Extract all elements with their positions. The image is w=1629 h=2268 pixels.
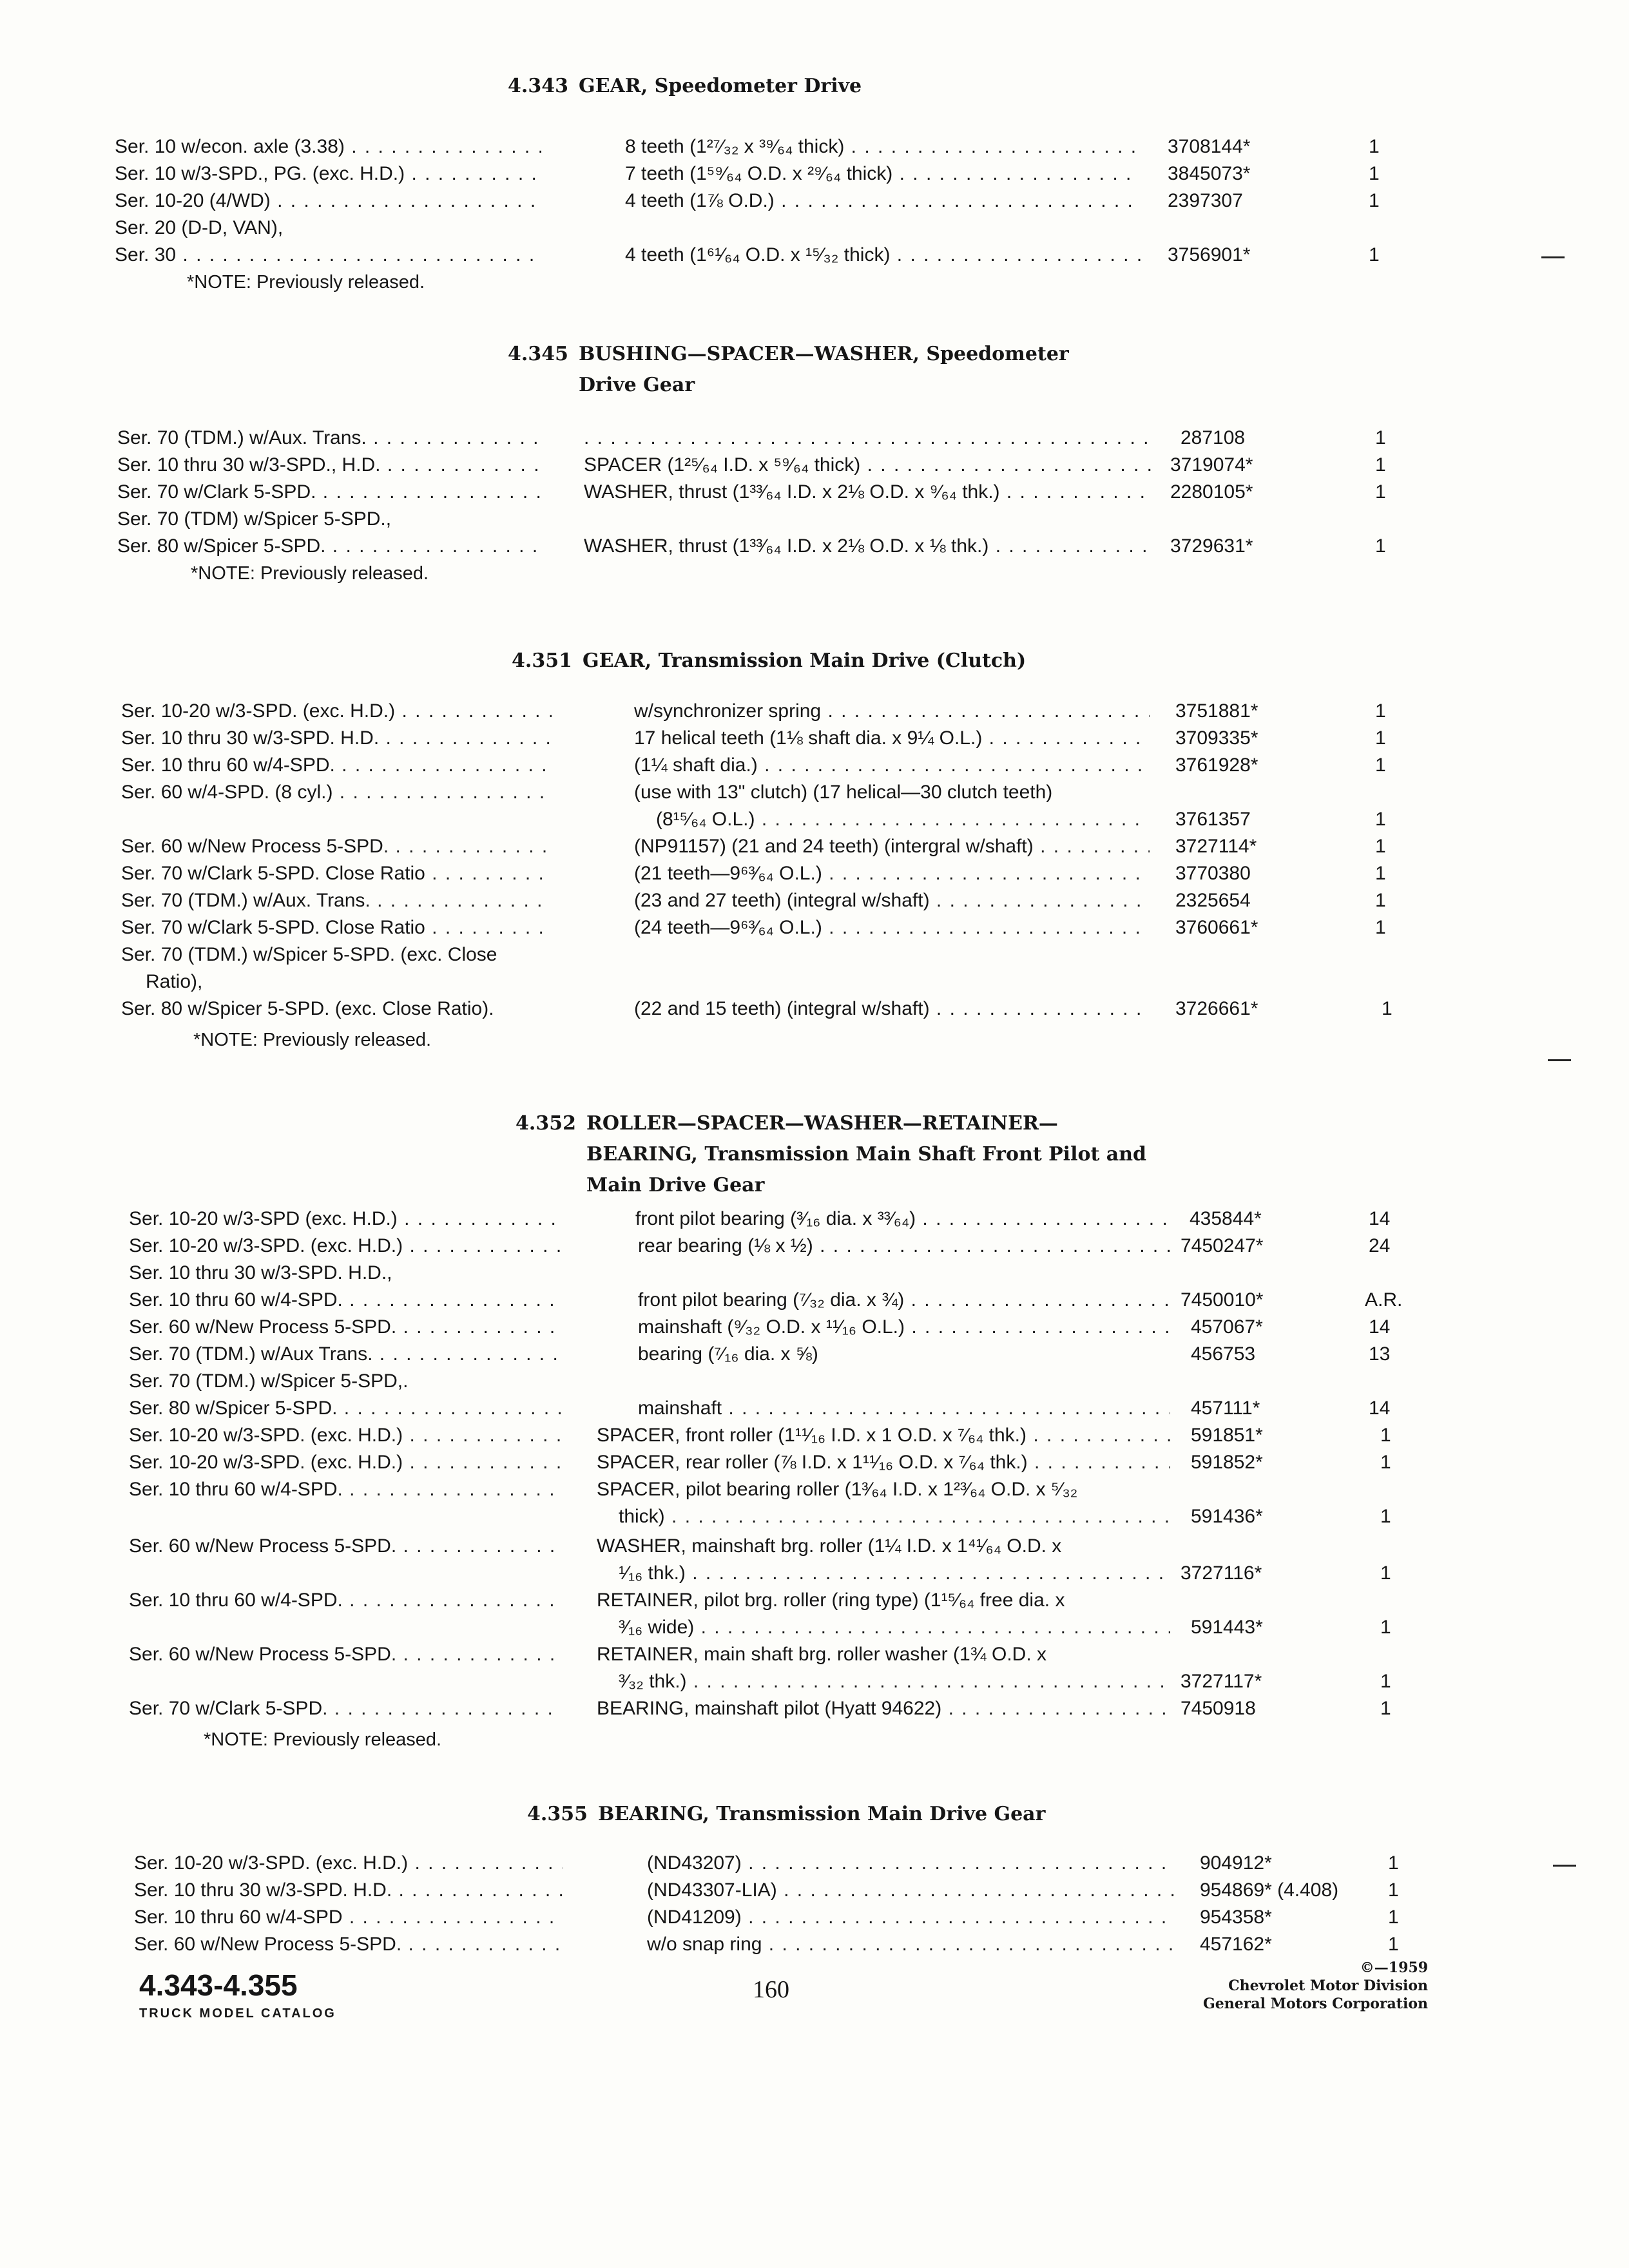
- series-label: Ser. 60 w/New Process 5-SPD. . . .: [129, 1640, 561, 1669]
- part-description: [584, 424, 1151, 452]
- part-number: 3727117*: [1177, 1667, 1262, 1696]
- part-description: (ND41209) . . .: [647, 1903, 1175, 1932]
- series-label: Ser. 10 thru 30 w/3-SPD. H.D.,: [129, 1262, 392, 1283]
- section-number: 4.351: [512, 649, 572, 672]
- series-label: Ser. 10-20 w/3-SPD. (exc. H.D.) . . .: [121, 697, 552, 726]
- quantity: 1: [1375, 727, 1386, 749]
- series-label: Ser. 70 w/Clark 5-SPD. . . .: [117, 478, 544, 506]
- part-number: 954869* (4.408): [1196, 1876, 1338, 1905]
- note-text: *NOTE: Previously released.: [187, 272, 425, 293]
- series-label: Ser. 70 (TDM.) w/Aux Trans. . . .: [129, 1340, 561, 1369]
- part-number: 7450010*: [1177, 1286, 1263, 1314]
- part-number: 3727116*: [1177, 1559, 1262, 1588]
- part-description: (ND43207) . . .: [647, 1849, 1175, 1878]
- part-description: 17 helical teeth (1⅛ shaft dia. x 9¼ O.L.) . . .: [634, 724, 1150, 753]
- part-number: 591443*: [1187, 1613, 1263, 1642]
- series-label: Ser. 70 (TDM.) w/Aux. Trans. . . .: [121, 887, 552, 915]
- quantity: 1: [1369, 163, 1380, 184]
- section-title: GEAR, Transmission Main Drive (Clutch): [583, 649, 1027, 672]
- part-description: SPACER, rear roller (⅞ I.D. x 1¹¹⁄₁₆ O.D. x ⁷⁄₆₄ thk.) . . .: [597, 1448, 1170, 1477]
- quantity: 1: [1375, 809, 1386, 830]
- section-title: ROLLER—SPACER—WASHER—RETAINER—BEARING, Transmission Main Shaft Front Pilot and Main Drive Gear: [586, 1112, 1147, 1196]
- part-number: 456753: [1187, 1340, 1255, 1369]
- part-number: 2280105*: [1166, 478, 1253, 506]
- quantity: 1: [1369, 190, 1380, 211]
- quantity: 1: [1375, 427, 1386, 448]
- part-description: mainshaft . . .: [638, 1394, 1170, 1423]
- quantity: 1: [1375, 535, 1386, 557]
- section-title: BUSHING—SPACER—WASHER, Speedometer Drive Gear: [579, 343, 1069, 396]
- part-number: 2397307: [1164, 187, 1243, 215]
- series-label: Ser. 60 w/New Process 5-SPD. . . .: [129, 1313, 561, 1341]
- quantity: 1: [1380, 1671, 1391, 1692]
- series-label: Ser. 80 w/Spicer 5-SPD. (exc. Close Ratio).: [121, 998, 494, 1019]
- part-description: front pilot bearing (³⁄₁₆ dia. x ³³⁄₆₄) . . .: [635, 1205, 1170, 1233]
- part-description: w/o snap ring . . .: [647, 1930, 1175, 1959]
- part-description: (24 teeth—9⁶³⁄₆₄ O.L.) . . .: [634, 914, 1150, 942]
- quantity: 1: [1380, 1425, 1391, 1446]
- note-text: *NOTE: Previously released.: [193, 1030, 432, 1050]
- part-number: 3756901*: [1164, 241, 1250, 269]
- part-description: (22 and 15 teeth) (integral w/shaft) . . .: [634, 995, 1150, 1023]
- series-label: Ser. 10-20 w/3-SPD. (exc. H.D.) . . .: [134, 1849, 563, 1878]
- part-description: rear bearing (⅛ x ½) . . .: [638, 1232, 1170, 1260]
- part-description: 4 teeth (1⁶¹⁄₆₄ O.D. x ¹⁵⁄₃₂ thick) . . .: [625, 241, 1141, 269]
- part-number: 457111*: [1187, 1394, 1260, 1423]
- part-number: 904912*: [1196, 1849, 1272, 1878]
- part-description: w/synchronizer spring . . .: [634, 697, 1150, 726]
- series-label: Ser. 10 thru 60 w/4-SPD. . . .: [129, 1475, 561, 1504]
- quantity: 1: [1375, 836, 1386, 857]
- quantity: 1: [1380, 1506, 1391, 1527]
- quantity: 1: [1388, 1879, 1399, 1901]
- margin-mark: [1553, 1865, 1576, 1867]
- part-number: 3719074*: [1166, 451, 1253, 479]
- part-description: front pilot bearing (⁷⁄₃₂ dia. x ¾) . . .: [638, 1286, 1170, 1314]
- quantity: 14: [1369, 1316, 1391, 1338]
- quantity: 1: [1380, 1452, 1391, 1473]
- part-number: 435844*: [1186, 1205, 1262, 1233]
- quantity: 1: [1380, 1698, 1391, 1719]
- part-number: 954358*: [1196, 1903, 1272, 1932]
- series-label: Ser. 70 (TDM.) w/Aux. Trans. . . .: [117, 424, 544, 452]
- quantity: 14: [1369, 1208, 1391, 1229]
- section-number: 4.352: [516, 1112, 576, 1135]
- part-description: 8 teeth (1²⁷⁄₃₂ x ³⁹⁄₆₄ thick) . . .: [625, 133, 1141, 161]
- quantity: 14: [1369, 1398, 1391, 1419]
- part-description: (8¹⁵⁄₆₄ O.L.) . . .: [656, 805, 1150, 834]
- quantity: 1: [1375, 481, 1386, 503]
- margin-mark: [1541, 256, 1565, 258]
- series-label: Ser. 10 thru 60 w/4-SPD . . .: [134, 1903, 563, 1932]
- catalog-label: TRUCK MODEL CATALOG: [139, 2006, 336, 2021]
- part-number: 591436*: [1187, 1503, 1263, 1531]
- series-label: Ser. 80 w/Spicer 5-SPD. . . .: [129, 1394, 561, 1423]
- part-description: 4 teeth (1⅞ O.D.) . . .: [625, 187, 1141, 215]
- quantity: 1: [1375, 890, 1386, 911]
- series-label: Ser. 60 w/New Process 5-SPD. . . .: [129, 1532, 561, 1561]
- section-number: 4.345: [508, 343, 568, 365]
- part-number: 591852*: [1187, 1448, 1263, 1477]
- note-text: *NOTE: Previously released.: [191, 563, 429, 584]
- part-description: 7 teeth (1⁵⁹⁄₆₄ O.D. x ²⁹⁄₆₄ thick) . . .: [625, 160, 1141, 188]
- part-number: 3760661*: [1171, 914, 1258, 942]
- part-description: BEARING, mainshaft pilot (Hyatt 94622) . . .: [597, 1695, 1170, 1723]
- part-description: bearing (⁷⁄₁₆ dia. x ⅝): [638, 1343, 818, 1365]
- part-number: 3761357: [1171, 805, 1251, 834]
- series-label: Ser. 80 w/Spicer 5-SPD. . . .: [117, 532, 544, 561]
- part-description: thick) . . .: [619, 1503, 1170, 1531]
- part-description: (21 teeth—9⁶³⁄₆₄ O.L.) . . .: [634, 860, 1150, 888]
- section-number: 4.343: [508, 75, 568, 97]
- quantity: 1: [1380, 1617, 1391, 1638]
- part-description: ³⁄₁₆ wide) . . .: [619, 1613, 1170, 1642]
- note-text: *NOTE: Previously released.: [204, 1729, 442, 1750]
- part-description: WASHER, thrust (1³³⁄₆₄ I.D. x 2⅛ O.D. x ⅛ thk.) . . .: [584, 532, 1151, 561]
- quantity: 1: [1369, 244, 1380, 265]
- series-label: Ser. 10 thru 30 w/3-SPD. H.D. . . .: [121, 724, 552, 753]
- part-description: ³⁄₃₂ thk.) . . .: [619, 1667, 1170, 1696]
- part-number: 457162*: [1196, 1930, 1272, 1959]
- series-label: Ser. 70 w/Clark 5-SPD. Close Ratio . . .: [121, 914, 552, 942]
- series-label: Ser. 10-20 w/3-SPD (exc. H.D.) . . .: [129, 1205, 561, 1233]
- part-description: RETAINER, pilot brg. roller (ring type) (1¹⁵⁄₆₄ free dia. x: [597, 1590, 1065, 1611]
- part-description: SPACER, pilot bearing roller (1³⁄₆₄ I.D. x 1²³⁄₆₄ O.D. x ⁵⁄₃₂: [597, 1479, 1078, 1500]
- series-label: Ser. 10-20 (4/WD) . . .: [115, 187, 541, 215]
- corporation-name: General Motors Corporation: [1202, 1995, 1428, 2012]
- part-description: WASHER, mainshaft brg. roller (1¼ I.D. x 1⁴¹⁄₆₄ O.D. x: [597, 1535, 1062, 1557]
- copyright-block: [1106, 1959, 1428, 2013]
- part-number: 7450247*: [1177, 1232, 1263, 1260]
- series-label: Ser. 10 thru 30 w/3-SPD. H.D. . . .: [134, 1876, 563, 1905]
- quantity: 1: [1388, 1852, 1399, 1874]
- part-description: SPACER, front roller (1¹¹⁄₁₆ I.D. x 1 O.D. x ⁷⁄₆₄ thk.) . . .: [597, 1421, 1170, 1450]
- part-description: ¹⁄₁₆ thk.) . . .: [619, 1559, 1170, 1588]
- part-description: WASHER, thrust (1³³⁄₆₄ I.D. x 2⅛ O.D. x ⁹⁄₆₄ thk.) . . .: [584, 478, 1151, 506]
- part-description: RETAINER, main shaft brg. roller washer (1¾ O.D. x: [597, 1644, 1046, 1665]
- series-label: Ser. 70 w/Clark 5-SPD. . . .: [129, 1695, 561, 1723]
- part-number: 7450918: [1177, 1695, 1256, 1723]
- copyright-year: ©—1959: [1360, 1959, 1428, 1976]
- series-label: Ser. 10 thru 60 w/4-SPD. . . .: [121, 751, 552, 780]
- series-label: Ratio),: [146, 971, 203, 992]
- quantity: 1: [1382, 998, 1393, 1019]
- page-code: 4.343-4.355: [139, 1968, 298, 2002]
- quantity: 1: [1375, 917, 1386, 938]
- page-number: 160: [753, 1976, 789, 2003]
- quantity: A.R.: [1365, 1289, 1403, 1311]
- series-label: Ser. 60 w/New Process 5-SPD. . . .: [134, 1930, 563, 1959]
- part-number: 3708144*: [1164, 133, 1250, 161]
- section-number: 4.355: [527, 1803, 588, 1825]
- part-description: (23 and 27 teeth) (integral w/shaft) . . .: [634, 887, 1150, 915]
- quantity: 13: [1369, 1343, 1391, 1365]
- series-label: Ser. 10-20 w/3-SPD. (exc. H.D.) . . .: [129, 1448, 561, 1477]
- section-title: GEAR, Speedometer Drive: [579, 75, 862, 97]
- series-label: Ser. 10 thru 30 w/3-SPD., H.D. . . .: [117, 451, 544, 479]
- section-title: BEARING, Transmission Main Drive Gear: [598, 1803, 1046, 1825]
- series-label: Ser. 10 thru 60 w/4-SPD. . . .: [129, 1586, 561, 1615]
- quantity: 1: [1375, 700, 1386, 722]
- series-label: Ser. 10 w/3-SPD., PG. (exc. H.D.) . . .: [115, 160, 541, 188]
- quantity: 1: [1380, 1562, 1391, 1584]
- part-number: 3727114*: [1171, 832, 1257, 861]
- part-number: 2325654: [1171, 887, 1251, 915]
- series-label: Ser. 10-20 w/3-SPD. (exc. H.D.) . . .: [129, 1421, 561, 1450]
- series-label: Ser. 70 (TDM.) w/Spicer 5-SPD. (exc. Close: [121, 944, 497, 965]
- quantity: 1: [1388, 1934, 1399, 1955]
- series-label: Ser. 70 (TDM) w/Spicer 5-SPD.,: [117, 508, 392, 530]
- part-number: 3761928*: [1171, 751, 1258, 780]
- part-number: 457067*: [1187, 1313, 1263, 1341]
- part-number: 287108: [1177, 424, 1245, 452]
- part-number: 591851*: [1187, 1421, 1263, 1450]
- series-label: Ser. 70 (TDM.) w/Spicer 5-SPD,.: [129, 1370, 409, 1392]
- part-number: 3709335*: [1171, 724, 1258, 753]
- part-description: SPACER (1²⁵⁄₆₄ I.D. x ⁵⁹⁄₆₄ thick) . . .: [584, 451, 1151, 479]
- part-description: (use with 13" clutch) (17 helical—30 clutch teeth): [634, 782, 1053, 803]
- series-label: Ser. 10 thru 60 w/4-SPD. . . .: [129, 1286, 561, 1314]
- part-number: 3729631*: [1166, 532, 1253, 561]
- series-label: Ser. 30 . . .: [115, 241, 541, 269]
- series-label: Ser. 10 w/econ. axle (3.38) . . .: [115, 133, 541, 161]
- part-number: 3751881*: [1171, 697, 1258, 726]
- part-description: mainshaft (⁹⁄₃₂ O.D. x ¹¹⁄₁₆ O.L.) . . .: [638, 1313, 1170, 1341]
- series-label: Ser. 10-20 w/3-SPD. (exc. H.D.) . . .: [129, 1232, 561, 1260]
- quantity: 1: [1388, 1907, 1399, 1928]
- quantity: 1: [1375, 863, 1386, 884]
- part-description: (ND43307-LIA) . . .: [647, 1876, 1175, 1905]
- series-label: Ser. 20 (D-D, VAN),: [115, 217, 284, 238]
- quantity: 1: [1375, 754, 1386, 776]
- part-number: 3845073*: [1164, 160, 1250, 188]
- series-label: Ser. 70 w/Clark 5-SPD. Close Ratio . . .: [121, 860, 552, 888]
- margin-mark: [1548, 1059, 1571, 1061]
- part-description: (NP91157) (21 and 24 teeth) (intergral w/shaft) . . .: [634, 832, 1150, 861]
- part-description: (1¼ shaft dia.) . . .: [634, 751, 1150, 780]
- series-label: Ser. 60 w/4-SPD. (8 cyl.) . . .: [121, 778, 552, 807]
- quantity: 1: [1375, 454, 1386, 476]
- quantity: 24: [1369, 1235, 1391, 1256]
- division-name: Chevrolet Motor Division: [1228, 1977, 1428, 1994]
- quantity: 1: [1369, 136, 1380, 157]
- part-number: 3726661*: [1171, 995, 1258, 1023]
- series-label: Ser. 60 w/New Process 5-SPD. . . .: [121, 832, 552, 861]
- part-number: 3770380: [1171, 860, 1251, 888]
